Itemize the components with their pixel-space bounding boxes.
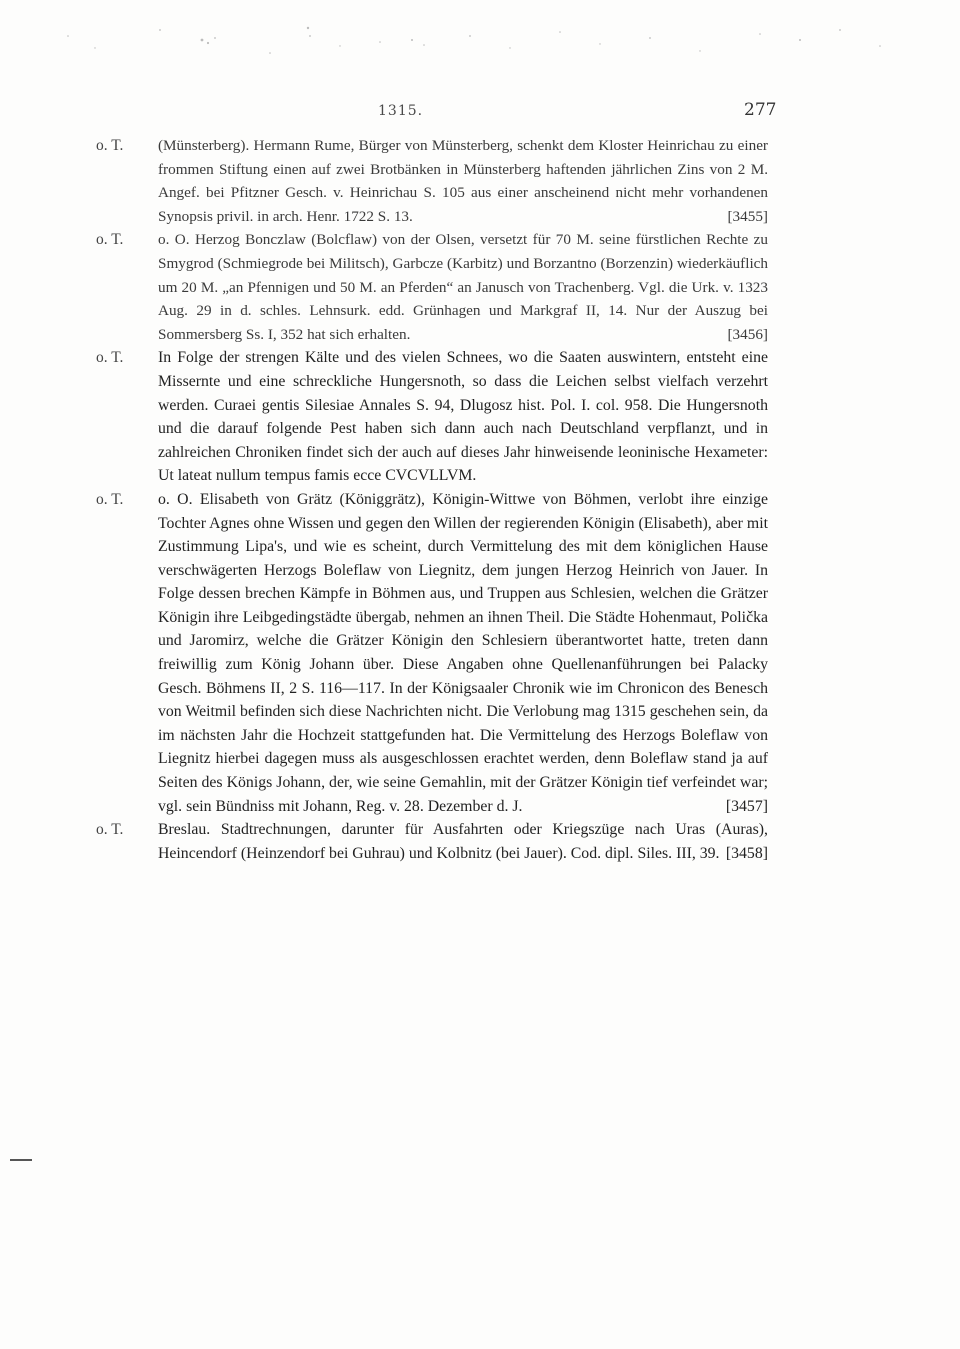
margin-mark (10, 1159, 32, 1161)
entry-date: o. T. (96, 349, 124, 367)
regest-entry (0, 818, 960, 865)
entry-body: (Münsterberg). Hermann Rume, Bürger von Münsterberg, schenkt dem Kloster Heinrichau zu einer frommen Stiftung einen auf zwei Brotbänken in Münsterberg haftenden jährlichen Zins von 2 M. Angef. bei Pfitzner Gesch. v. Heinrichau S. 105 aus einer anscheinend nicht mehr vorhandenen Synopsis privil. in arch. Henr. 1722 S. 13. (158, 137, 768, 225)
entry-number: [3456] (727, 325, 768, 343)
entry-number: [3458] (725, 844, 768, 862)
entry-text (158, 818, 768, 865)
entry-body: Breslau. Stadtrechnungen, darunter für Ausfahrten oder Kriegszüge nach Uras (Auras), Heincendorf (Heinzendorf bei Guhrau) und Kolbnitz (bei Jauer). Cod. dipl. Siles. III, 39. (158, 821, 768, 862)
page-number: 277 (744, 100, 777, 120)
entry-body: In Folge der strengen Kälte und des vielen Schnees, wo die Saaten auswintern, entsteht eine Missernte und eine schreckliche Hungersnoth, so dass die Leichen selbst vielfach verzehrt werden. Curaei gentis Silesiae Annales S. 94, Dlugosz hist. Pol. I. col. 958. Die Hungersnoth und die darauf folgende Pest haben sich dann auch nach Deutschland verpflanzt, und in zahlreichen Chroniken findet sich der auch auf dieses Jahr hinweisende leoninische Hexameter: Ut lateat nullum tempus famis ecce CVCVLLVM. (158, 349, 768, 485)
regest-list (0, 134, 960, 865)
entry-text (158, 134, 768, 228)
entry-number: [3455] (727, 207, 768, 225)
entry-date: o. T. (96, 231, 124, 249)
entry-date: o. T. (96, 137, 124, 154)
entry-date: o. T. (96, 490, 124, 508)
entry-body: o. O. Herzog Bonczlaw (Bolcflaw) von der Olsen, versetzt für 70 M. seine fürstlichen Rechte zu Smygrod (Schmiegrode bei Militsch), Garbcze (Karbitz) und Borzantno (Borzenzin) wiederkäuflich um 20 M. „an Pfennigen und 50 M. an Pferden“ an Janusch von Trachenberg. Vgl. die Urk. v. 1323 Aug. 29 in d. schles. Lehnsurk. edd. Grünhagen und Markgraf II, 14. Nur der Auszug bei Sommersberg Ss. I, 352 hat sich erhalten. (158, 231, 768, 343)
entry-date: o. T. (96, 821, 124, 839)
entry-text (158, 228, 768, 346)
entry-text (158, 346, 768, 488)
running-header-year: 1315. (378, 103, 424, 119)
page-header (0, 100, 960, 126)
regest-entry (0, 134, 960, 228)
regest-entry (0, 346, 960, 488)
entry-number: [3457] (725, 797, 768, 815)
regest-entry (0, 488, 960, 818)
entry-body: o. O. Elisabeth von Grätz (Königgrätz), Königin-Wittwe von Böhmen, verlobt ihre einzige Tochter Agnes ohne Wissen und gegen den Willen der regierenden Königin (Elisabeth), aber mit Zustimmung Lipa's, und wie es scheint, durch Vermittelung des mit dem königlichen Hause verschwägerten Herzogs Boleflaw von Liegnitz, dem jungen Herzog Heinrich von Jauer. In Folge dessen brechen Kämpfe in Böhmen aus, und Truppen aus Schlesien, welchen die Grätzer Königin ihre Leibgedingstädte übergab, nehmen an ihnen Theil. Die Städte Hohenmaut, Polička und Jaromirz, welche die Grätzer Königin den Schlesiern überantwortet hatte, treten dann freiwillig zum König Johann über. Diese Angaben ohne Quellenanführungen bei Palacky Gesch. Böhmens II, 2 S. 116—117. In der Königsaaler Chronik wie im Chronicon des Benesch von Weitmil befinden sich diese Nachrichten nicht. Die Verlobung mag 1315 geschehen sein, da im nächsten Jahr die Hochzeit stattgefunden hat. Die Vermittelung des Herzogs Boleflaw von Liegnitz hierbei dagegen muss als ausgeschlossen erachtet werden, denn Boleflaw stand ja auf Seiten des Königs Johann, der, wie seine Gemahlin, mit der Grätzer Königin tief verfeindet war; vgl. sein Bündniss mit Johann, Reg. v. 28. Dezember d. J. (158, 490, 768, 815)
regest-entry (0, 228, 960, 346)
entry-text (158, 488, 768, 818)
scan-noise-specks (40, 18, 920, 68)
